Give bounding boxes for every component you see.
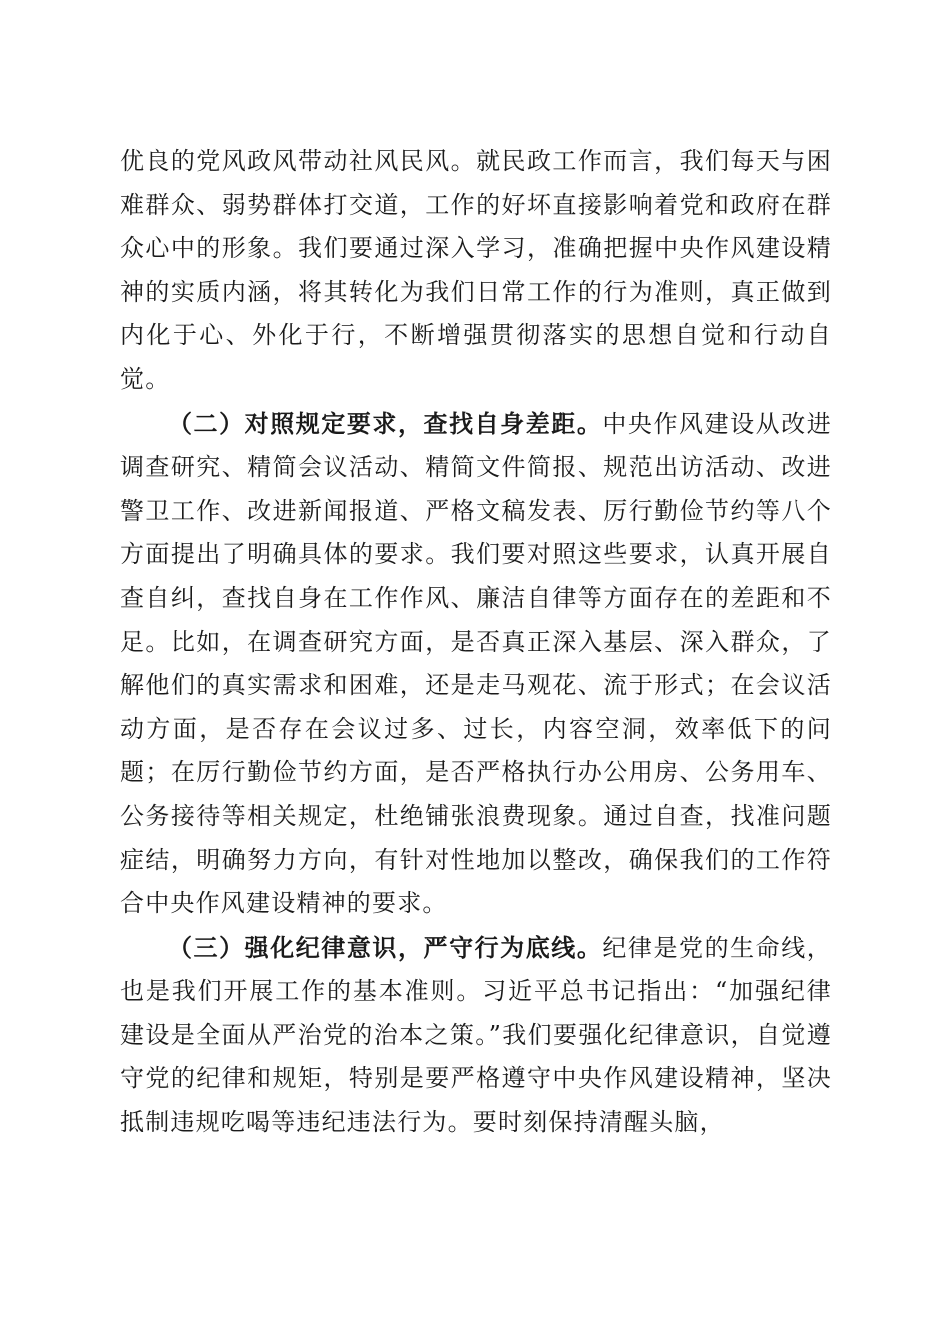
paragraph-3-text: 纪律是党的生命线，也是我们开展工作的基本准则。习近平总书记指出：“加强纪律建设是全面从严治党的治本之策。”我们要强化纪律意识，自觉遵守党的纪律和规矩，特别是要严格遵守中央作风建设精神，坚决抵制违规吃喝等违纪违法行为。要时刻保持清醒头脑，: [120, 933, 832, 1137]
paragraph-2: [120, 402, 832, 926]
paragraph-3: [120, 926, 832, 1145]
paragraph-1-text: 优良的党风政风带动社风民风。就民政工作而言，我们每天与困难群众、弱势群体打交道，工作的好坏直接影响着党和政府在群众心中的形象。我们要通过深入学习，准确把握中央作风建设精神的实质内涵，将其转化为我们日常工作的行为准则，真正做到内化于心、外化于行，不断增强贯彻落实的思想自觉和行动自觉。: [120, 147, 832, 393]
paragraph-1: [120, 140, 832, 402]
section-heading-2: （二）对照规定要求，查找自身差距。: [168, 408, 603, 438]
section-heading-3: （三）强化纪律意识，严守行为底线。: [168, 932, 603, 962]
paragraph-2-text: 中央作风建设从改进调查研究、精简会议活动、精简文件简报、规范出访活动、改进警卫工作、改进新闻报道、严格文稿发表、厉行勤俭节约等八个方面提出了明确具体的要求。我们要对照这些要求，认真开展自查自纠，查找自身在工作作风、廉洁自律等方面存在的差距和不足。比如，在调查研究方面，是否真正深入基层、深入群众，了解他们的真实需求和困难，还是走马观花、流于形式；在会议活动方面，是否存在会议过多、过长，内容空洞，效率低下的问题；在厉行勤俭节约方面，是否严格执行办公用房、公务用车、公务接待等相关规定，杜绝铺张浪费现象。通过自查，找准问题症结，明确努力方向，有针对性地加以整改，确保我们的工作符合中央作风建设精神的要求。: [120, 409, 832, 918]
document-body: [120, 140, 832, 1145]
